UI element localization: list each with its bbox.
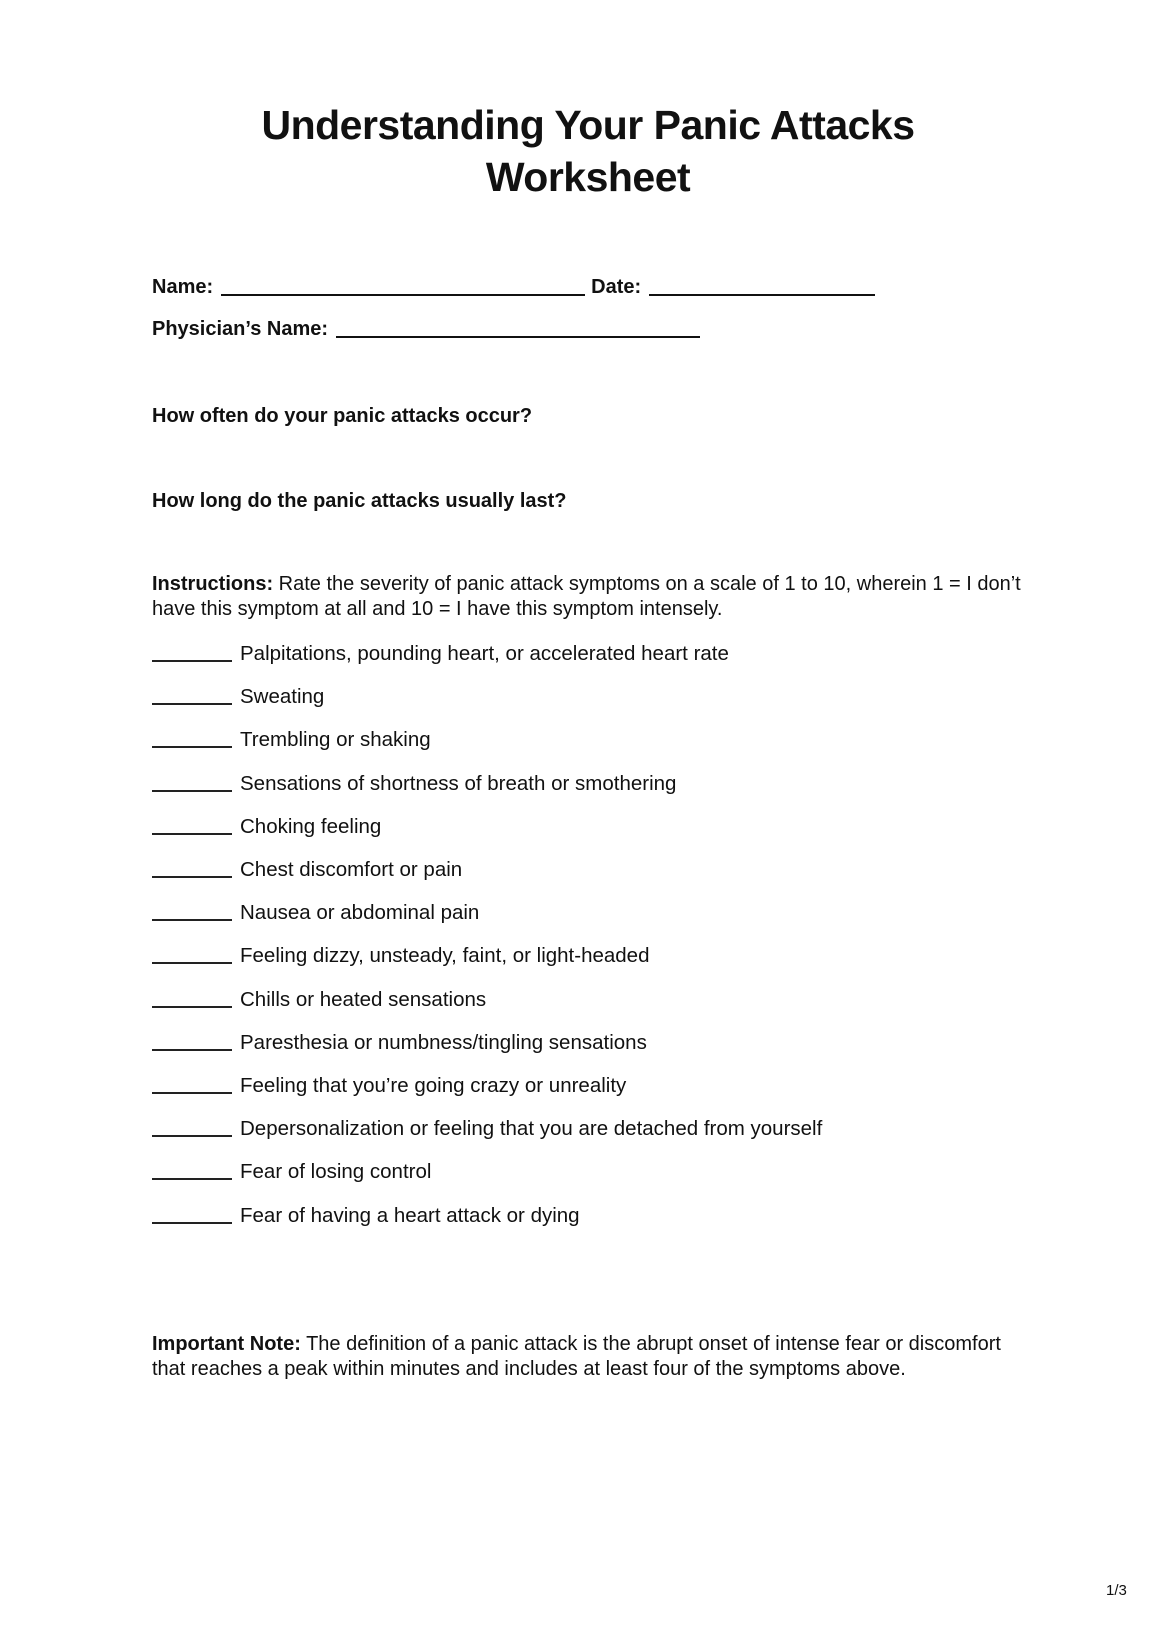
symptom-rating-field[interactable] — [152, 1178, 232, 1180]
symptom-rating-field[interactable] — [152, 790, 232, 792]
physician-label: Physician’s Name: — [152, 318, 329, 340]
symptom-rating-field[interactable] — [152, 1049, 232, 1051]
symptom-label: Paresthesia or numbness/tingling sensations — [240, 1030, 647, 1054]
symptom-row — [152, 1204, 580, 1228]
symptom-label: Fear of losing control — [240, 1160, 432, 1184]
symptom-label: Palpitations, pounding heart, or accelerated heart rate — [240, 642, 729, 665]
page-title-line-2: Worksheet — [485, 154, 691, 200]
symptom-label: Nausea or abdominal pain — [240, 901, 480, 925]
symptom-row — [152, 1117, 822, 1141]
symptom-label: Depersonalization or feeling that you are detached from yourself — [240, 1117, 823, 1141]
date-label: Date: — [591, 276, 642, 298]
important-note — [152, 1332, 1022, 1382]
symptom-rating-field[interactable] — [152, 703, 232, 705]
symptom-row — [152, 944, 649, 968]
page-number: 1/3 — [1106, 1582, 1127, 1599]
symptom-row — [152, 728, 431, 752]
symptom-row — [152, 772, 676, 796]
symptom-row — [152, 685, 324, 709]
symptom-label: Trembling or shaking — [240, 728, 431, 752]
date-field[interactable] — [649, 276, 875, 296]
symptom-rating-field[interactable] — [152, 919, 232, 921]
physician-row — [152, 318, 706, 341]
name-label: Name: — [152, 276, 214, 298]
symptom-rating-field[interactable] — [152, 660, 232, 662]
note-text: The definition of a panic attack is the abrupt onset of intense fear or discomfort that reaches a peak within minutes and includes at least four of the symptoms above. — [152, 1333, 1001, 1380]
name-field[interactable] — [221, 276, 585, 296]
symptom-row — [152, 1074, 626, 1098]
symptom-rating-field[interactable] — [152, 1006, 232, 1008]
symptom-rating-field[interactable] — [152, 833, 232, 835]
symptom-rating-field[interactable] — [152, 876, 232, 878]
instructions-label: Instructions: — [152, 573, 274, 595]
symptom-row — [152, 988, 486, 1012]
instructions — [152, 572, 1022, 622]
symptom-row — [152, 1031, 647, 1055]
symptom-row — [152, 1160, 431, 1184]
page-title-line-1: Understanding Your Panic Attacks — [261, 102, 915, 148]
symptom-label: Sensations of shortness of breath or smothering — [240, 771, 677, 795]
symptom-row — [152, 901, 479, 925]
symptom-rating-field[interactable] — [152, 1222, 232, 1224]
symptom-label: Feeling dizzy, unsteady, faint, or light-headed — [240, 944, 650, 968]
symptom-rating-field[interactable] — [152, 1092, 232, 1094]
symptom-label: Fear of having a heart attack or dying — [240, 1203, 580, 1227]
instructions-text: Rate the severity of panic attack symptoms on a scale of 1 to 10, wherein 1 = I don’t have this symptom at all and 10 = I have this symptom intensely. — [152, 573, 1021, 620]
physician-name-field[interactable] — [336, 318, 700, 338]
question-frequency: How often do your panic attacks occur? — [152, 405, 533, 427]
symptom-rating-field[interactable] — [152, 962, 232, 964]
symptom-label: Chest discomfort or pain — [240, 858, 463, 881]
symptom-label: Feeling that you’re going crazy or unreality — [240, 1074, 627, 1097]
symptom-label: Sweating — [240, 685, 325, 709]
symptom-row — [152, 858, 462, 882]
note-label: Important Note: — [152, 1333, 301, 1355]
symptom-rating-field[interactable] — [152, 1135, 232, 1137]
symptom-row — [152, 642, 729, 666]
symptom-row — [152, 815, 381, 839]
name-date-row — [152, 276, 881, 299]
question-duration: How long do the panic attacks usually last? — [152, 490, 567, 512]
symptom-rating-field[interactable] — [152, 746, 232, 748]
symptom-label: Chills or heated sensations — [240, 987, 487, 1011]
symptom-label: Choking feeling — [240, 814, 382, 838]
